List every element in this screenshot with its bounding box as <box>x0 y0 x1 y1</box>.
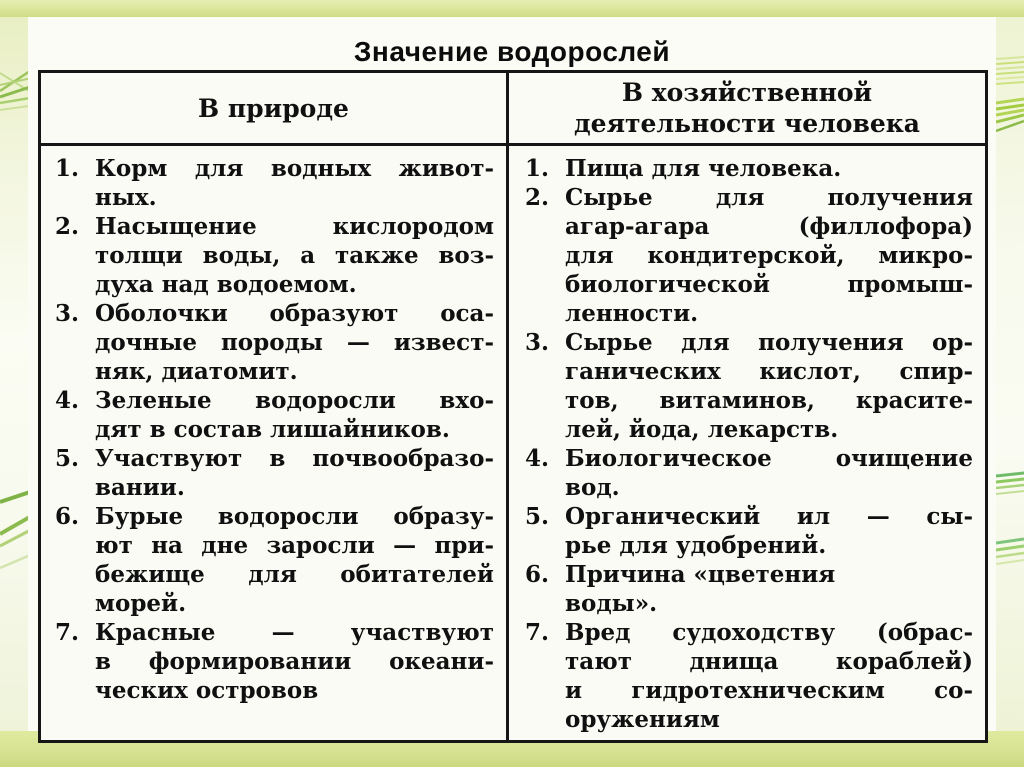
text-line: Причина «цветения <box>565 561 836 588</box>
list-item <box>55 618 494 705</box>
text-line: ганических кислот, спир- <box>565 358 973 385</box>
text-line: Сырье для получения ор- <box>565 329 973 356</box>
text-line: оружениям <box>565 706 720 733</box>
item-number: 7. <box>55 619 80 646</box>
text-line: Органический ил — сы- <box>565 503 973 530</box>
item-number: 7. <box>525 619 550 646</box>
text-line: Оболочки образуют оса- <box>95 300 494 327</box>
text-line: Бурые водоросли образу- <box>95 503 494 530</box>
text-line: биологической промыш- <box>565 271 973 298</box>
text-line: вании. <box>95 474 185 501</box>
text-line: толщи воды, а также воз- <box>95 242 494 269</box>
nature-list <box>41 146 509 740</box>
item-number: 6. <box>55 503 80 530</box>
list-item <box>55 444 494 502</box>
algae-importance-table <box>38 70 988 743</box>
item-number: 5. <box>55 445 80 472</box>
list-item <box>525 618 973 734</box>
text-line: Биологическое очищение <box>565 445 973 472</box>
list-item <box>525 502 973 560</box>
text-line: няк, диатомит. <box>95 358 298 385</box>
item-number: 4. <box>525 445 550 472</box>
text-line: Красные — участвуют <box>95 619 494 646</box>
item-number: 1. <box>525 155 550 182</box>
economy-list <box>509 146 985 740</box>
right-edge-strip <box>996 17 1024 731</box>
text-line: Зеленые водоросли вхо- <box>95 387 494 414</box>
header-line: В природе <box>198 93 349 123</box>
text-line: Корм для водных живот- <box>95 155 494 182</box>
item-number: 6. <box>525 561 550 588</box>
text-line: лей, йода, лекарств. <box>565 416 839 443</box>
text-line: тают днища кораблей) <box>565 648 973 675</box>
text-line: бежище для обитателей <box>95 561 494 588</box>
table-header-row <box>41 73 985 146</box>
list-item <box>55 212 494 299</box>
ribbon-lines-mid-right-icon <box>996 470 1024 510</box>
text-line: ленности. <box>565 300 699 327</box>
slide-content <box>28 17 996 731</box>
text-line: Участвуют в почвообразо- <box>95 445 494 472</box>
text-line: ют на дне заросли — при- <box>95 532 494 559</box>
item-number: 1. <box>55 155 80 182</box>
item-number: 2. <box>525 184 550 211</box>
text-line: морей. <box>95 590 187 617</box>
table-body-row <box>41 146 985 740</box>
slide-title: Значение водорослей <box>353 36 671 67</box>
header-line: В хозяйственной <box>621 78 873 107</box>
text-line: воды». <box>565 590 658 617</box>
text-line: Сырье для получения <box>565 184 973 211</box>
list-item <box>55 154 494 212</box>
left-edge-strip <box>0 17 28 731</box>
list-item <box>525 328 973 444</box>
ribbon-lines-top-right-icon <box>996 55 1024 147</box>
text-line: в формировании океани- <box>95 648 494 675</box>
text-line: ных. <box>95 184 157 211</box>
text-line: дочные породы — извест- <box>95 329 494 356</box>
text-line: и гидротехническим со- <box>565 677 973 704</box>
item-number: 5. <box>525 503 550 530</box>
text-line: для кондитерской, микро- <box>565 242 973 269</box>
text-line: тов, витаминов, красите- <box>565 387 973 414</box>
item-number: 3. <box>55 300 80 327</box>
text-line: Пища для человека. <box>565 155 842 182</box>
item-number: 4. <box>55 387 80 414</box>
column-header-economy <box>509 73 985 143</box>
list-item <box>55 299 494 386</box>
item-number: 2. <box>55 213 80 240</box>
list-item <box>525 560 973 618</box>
list-item <box>525 444 973 502</box>
text-line: духа над водоемом. <box>95 271 357 298</box>
text-line: рье для удобрений. <box>565 532 827 559</box>
text-line: Вред судоходству (обрас- <box>565 619 973 646</box>
list-item <box>525 154 973 183</box>
list-item <box>525 183 973 328</box>
top-border-band <box>0 0 1024 17</box>
text-line: Насыщение кислородом <box>95 213 494 240</box>
list-item <box>55 386 494 444</box>
item-number: 3. <box>525 329 550 356</box>
text-line: агар-агара (филлофора) <box>565 213 973 240</box>
list-item <box>55 502 494 618</box>
column-header-nature <box>41 73 509 143</box>
ribbon-lines-bottom-right-icon <box>996 537 1024 575</box>
text-line: ческих островов <box>95 677 319 704</box>
text-line: дят в состав лишайников. <box>95 416 450 443</box>
header-line: деятельности человека <box>574 109 920 138</box>
text-line: вод. <box>565 474 620 501</box>
